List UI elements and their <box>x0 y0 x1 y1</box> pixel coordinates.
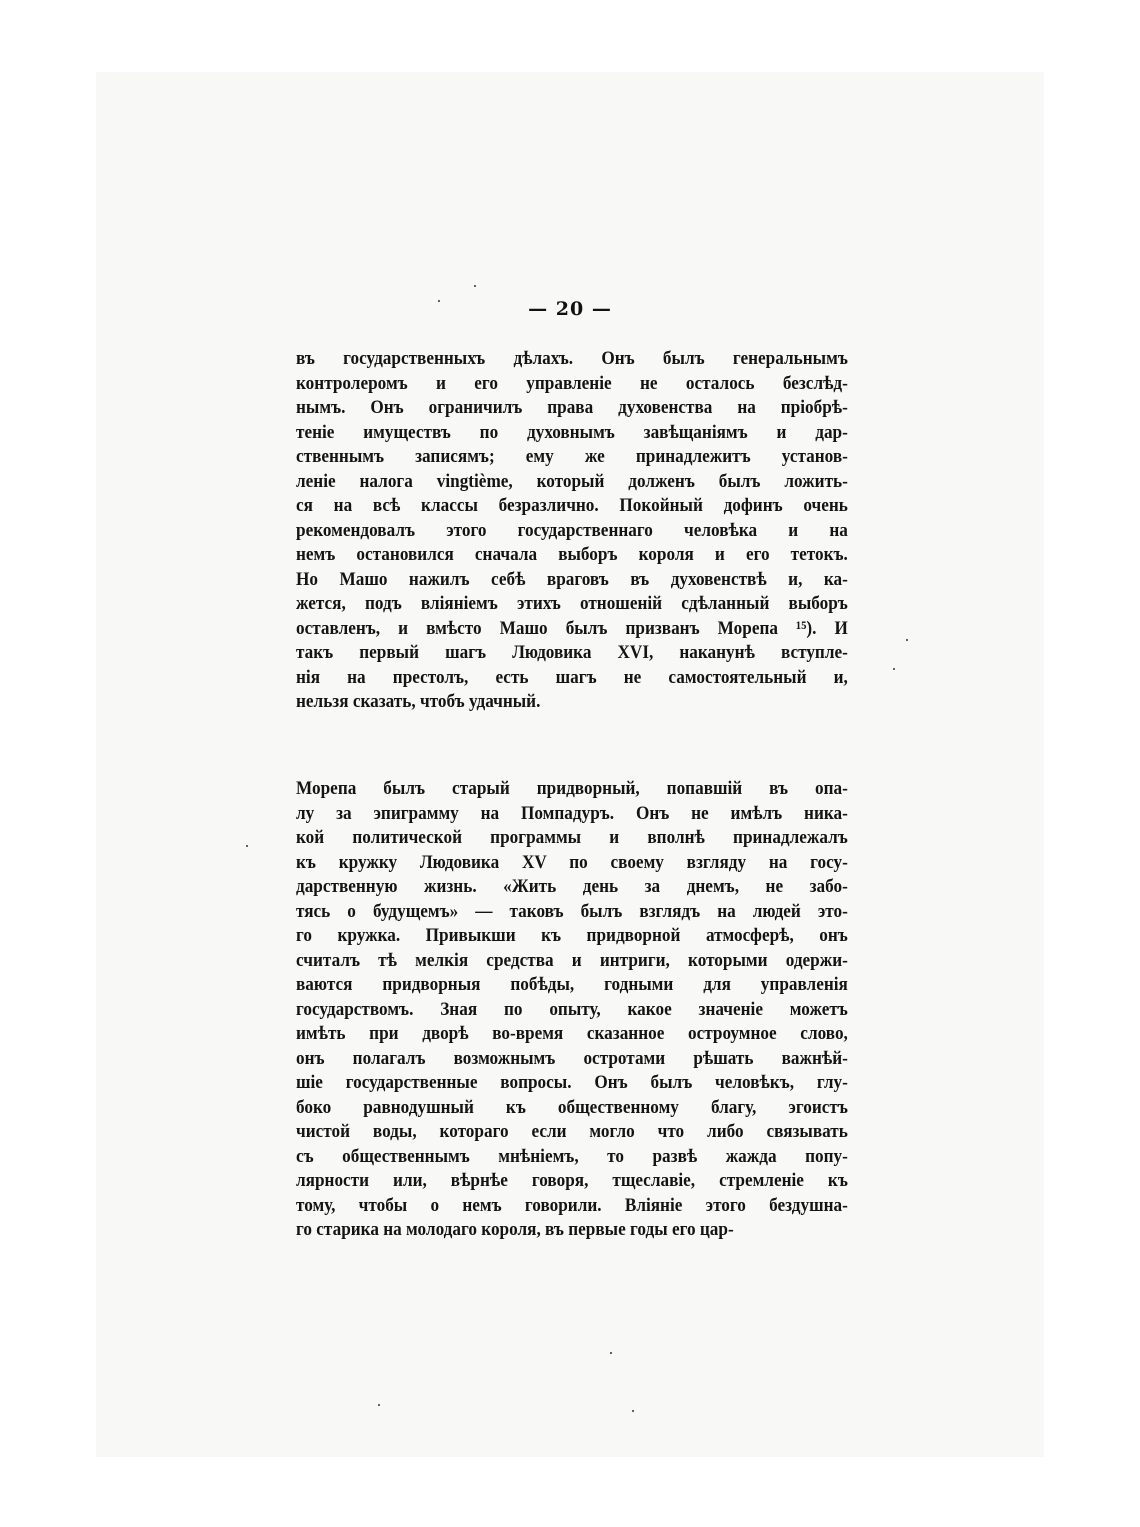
text-line: съ общественнымъ мнѣніемъ, то развѣ жажда попу- <box>296 1146 848 1167</box>
text-line: контролеромъ и его управленіе не осталось безслѣд- <box>296 373 848 394</box>
text-line: боко равнодушный къ общественному благу, эгоистъ <box>296 1097 848 1118</box>
scan-speck <box>632 1410 634 1412</box>
scan-speck <box>893 668 895 670</box>
text-line: кой политической программы и вполнѣ принадлежалъ <box>296 828 848 848</box>
text-line: го старика на молодаго короля, въ первые годы его цар- <box>296 1220 734 1240</box>
text-line: имѣть при дворѣ во-время сказанное остроумное слово, <box>296 1024 848 1044</box>
scan-speck <box>474 285 476 287</box>
text-line: жется, подъ вліяніемъ этихъ отношеній сдѣланный выборъ <box>296 594 848 614</box>
scan-speck <box>378 1404 380 1406</box>
text-line: шіе государственные вопросы. Онъ былъ человѣкъ, глу- <box>296 1073 848 1093</box>
scan-speck <box>610 1352 612 1354</box>
text-line: дарственную жизнь. «Жить день за днемъ, не забо- <box>296 877 848 897</box>
text-line: къ кружку Людовика XV по своему взгляду на госу- <box>296 852 848 873</box>
text-line: государствомъ. Зная по опыту, какое значеніе можетъ <box>296 999 848 1020</box>
text-line: въ государственныхъ дѣлахъ. Онъ былъ генеральнымъ <box>296 349 848 369</box>
text-line: онъ полагалъ возможнымъ остротами рѣшать важнѣй- <box>296 1048 848 1069</box>
paragraph-2 <box>296 777 848 1243</box>
text-line: тому, чтобы о немъ говорили. Вліяніе этого бездушна- <box>296 1195 848 1216</box>
text-line: леніе налога vingtième, который долженъ былъ ложить- <box>296 471 848 492</box>
scan-speck <box>438 300 440 302</box>
text-line: немъ остановился сначала выборъ короля и его тетокъ. <box>296 545 848 565</box>
page-sheet <box>96 72 1044 1457</box>
page-number: — 20 — <box>528 298 612 320</box>
text-line: такъ первый шагъ Людовика XVI, наканунѣ вступле- <box>296 643 848 663</box>
paragraph-1 <box>296 347 848 715</box>
text-line: теніе имуществъ по духовнымъ завѣщаніямъ и дар- <box>296 422 848 443</box>
text-line: нія на престолъ, есть шагъ не самостоятельный и, <box>296 667 848 688</box>
text-line: ственнымъ записямъ; ему же принадлежитъ установ- <box>296 447 848 467</box>
text-line: лярности или, вѣрнѣе говоря, тщеславіе, стремленіе къ <box>296 1171 848 1191</box>
text-line: считалъ тѣ мелкія средства и интриги, которыми одержи- <box>296 950 848 971</box>
text-line: ваются придворныя побѣды, годными для управленія <box>296 975 848 995</box>
text-line: лу за эпиграмму на Помпадуръ. Онъ не имѣлъ ника- <box>296 803 848 824</box>
text-line: рекомендовалъ этого государственнаго человѣка и на <box>296 520 848 541</box>
text-line: ся на всѣ классы безразлично. Покойный дофинъ очень <box>296 496 848 516</box>
text-line: Но Машо нажилъ себѣ враговъ въ духовенствѣ и, ка- <box>296 569 848 590</box>
scan-speck <box>246 845 248 847</box>
text-line: тясь о будущемъ» — таковъ былъ взглядъ на людей это- <box>296 901 848 922</box>
text-line: нымъ. Онъ ограничилъ права духовенства на пріобрѣ- <box>296 398 848 418</box>
text-line: оставленъ, и вмѣсто Машо былъ призванъ Морепа ¹⁵). И <box>296 618 848 639</box>
text-line: го кружка. Привыкши къ придворной атмосферѣ, онъ <box>296 926 848 946</box>
scan-speck <box>906 639 908 641</box>
text-line: нельзя сказать, чтобъ удачный. <box>296 692 541 712</box>
text-line: Морепа былъ старый придворный, попавшій въ опа- <box>296 779 848 799</box>
text-line: чистой воды, котораго если могло что либо связывать <box>296 1122 848 1142</box>
